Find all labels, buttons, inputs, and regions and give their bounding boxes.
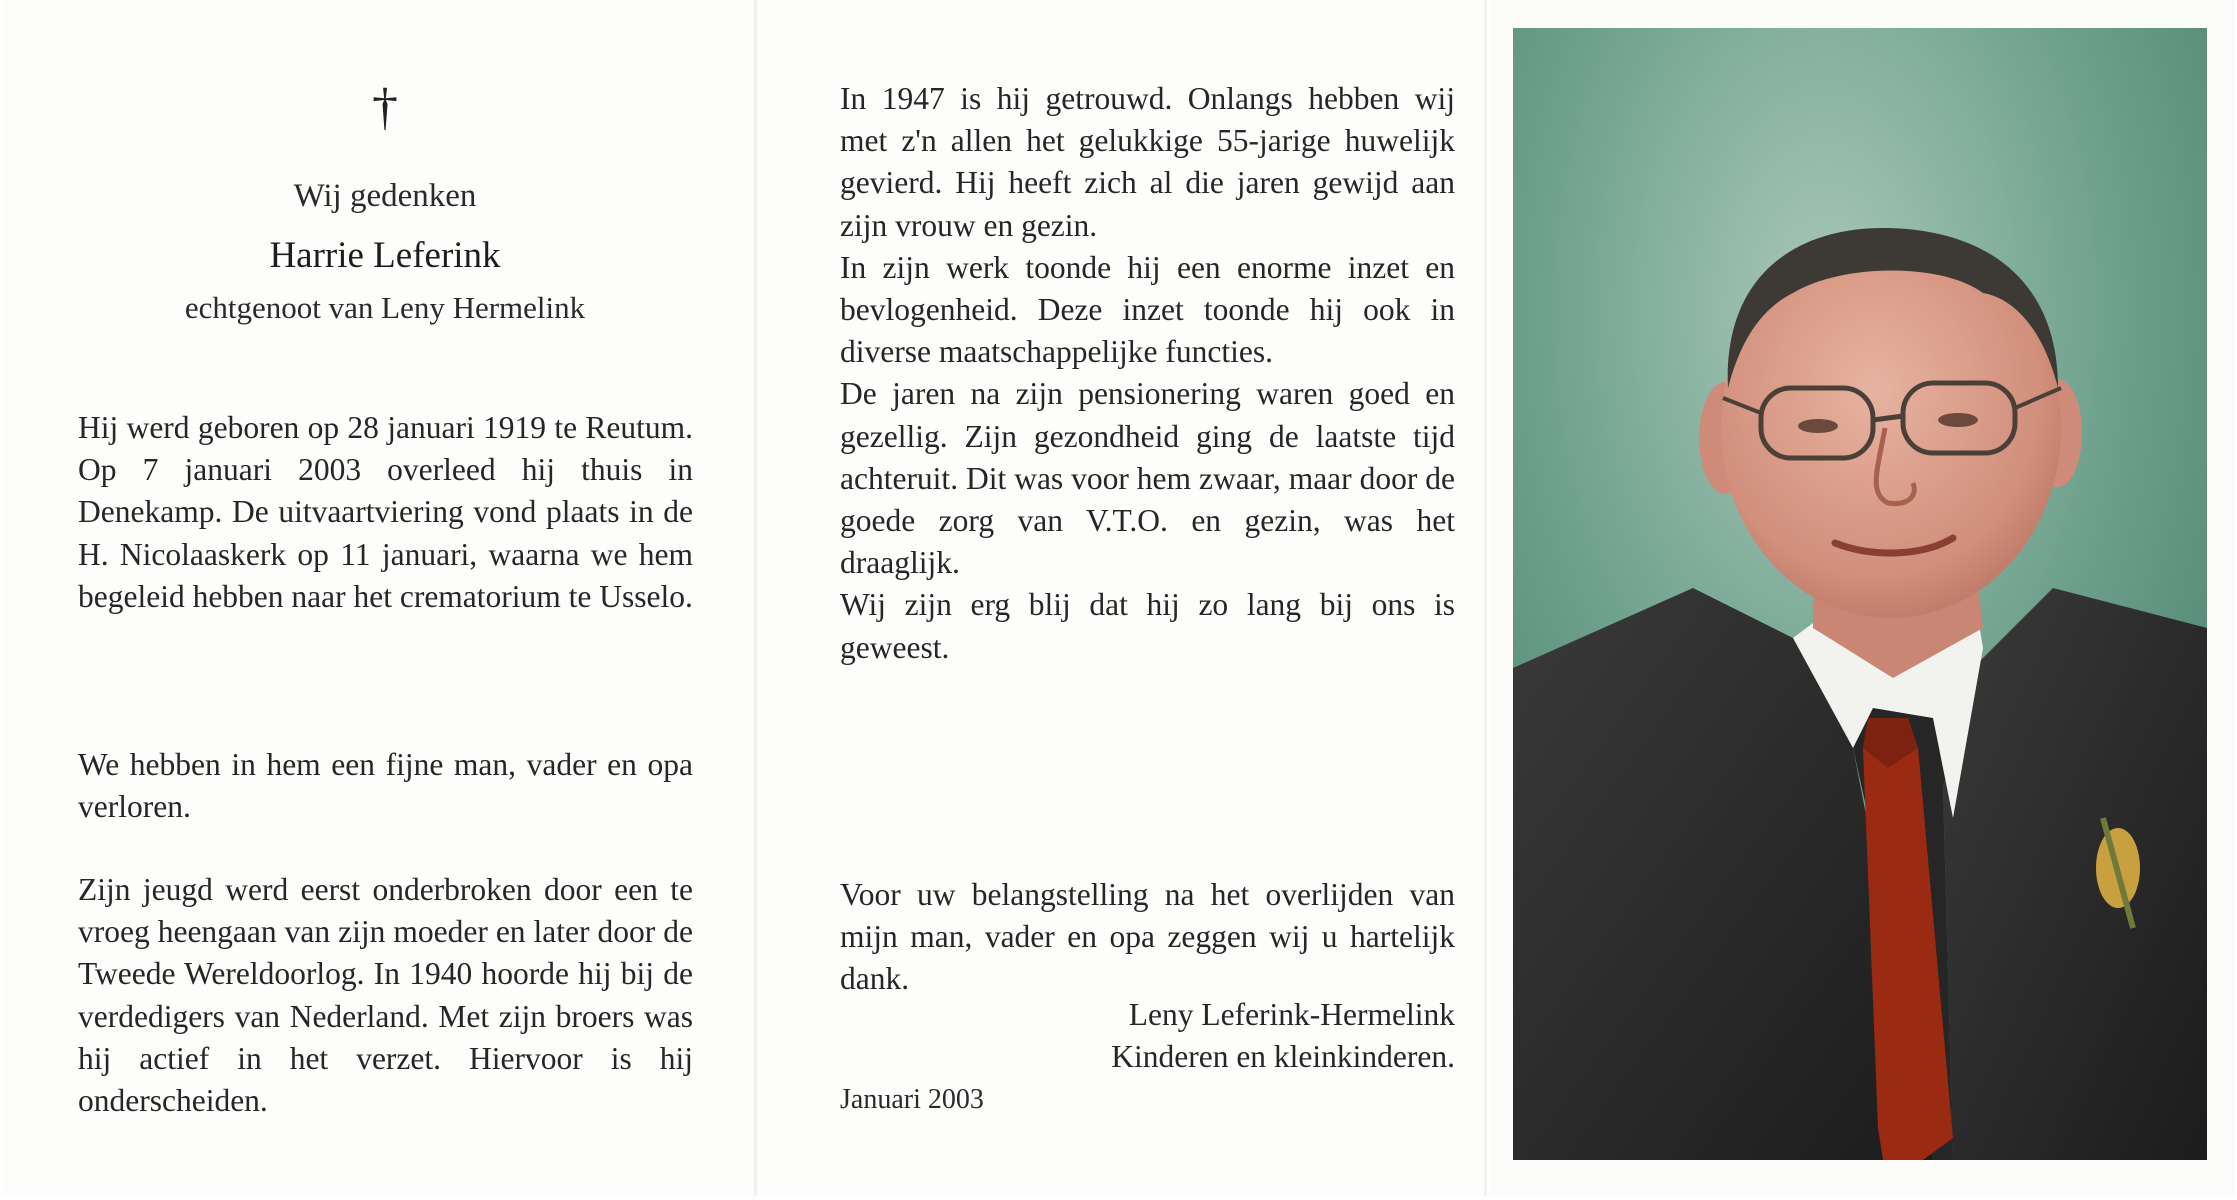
middle-text-block [840, 78, 1455, 669]
spouse-line: echtgenoot van Leny Hermelink [184, 290, 586, 325]
deceased-name: Harrie Leferink [269, 235, 501, 276]
paragraph-work: In zijn werk toonde hij een enorme inzet en bevlogenheid. Deze inzet toonde hij ook in diverse maatschappelijke functies. [840, 249, 1455, 370]
cross-icon: † [372, 79, 398, 136]
signature-family: Kinderen en kleinkinderen. [1111, 1039, 1455, 1074]
paragraph-married: In 1947 is hij getrouwd. Onlangs hebben wij met z'n allen het gelukkige 55-jarige huwelijk gevierd. Hij heeft zich al die jaren gewijd aan zijn vrouw en gezin. [840, 81, 1455, 243]
paragraph-thanks: Voor uw belangstelling na het overlijden van mijn man, vader en opa zeggen wij u hartelijk dank. [840, 877, 1455, 997]
card-date: Januari 2003 [840, 1084, 984, 1115]
paragraph-youth: Zijn jeugd werd eerst onderbroken door een te vroeg heengaan van zijn moeder en later door de Tweede Wereldoorlog. In 1940 hoorde hij bij de verdedigers van Nederland. Met zijn broers was hij actief in het verzet. Hiervoor is hij onderscheiden. [78, 872, 693, 1119]
portrait-photo [1513, 28, 2207, 1160]
paragraph-glad: Wij zijn erg blij dat hij zo lang bij ons is geweest. [840, 587, 1455, 665]
remember-heading: Wij gedenken [293, 178, 477, 214]
paragraph-lost: We hebben in hem een fijne man, vader en opa verloren. [78, 747, 693, 825]
signature-spouse: Leny Leferink-Hermelink [1128, 997, 1455, 1032]
paragraph-born: Hij werd geboren op 28 januari 1919 te Reutum. Op 7 januari 2003 overleed hij thuis in Denekamp. De uitvaartviering vond plaats in de H. Nicolaaskerk op 11 januari, waarna we hem begeleid hebben naar het crematorium te Usselo. [78, 410, 693, 614]
fold-line [1484, 0, 1487, 1196]
paragraph-retire: De jaren na zijn pensionering waren goed en gezellig. Zijn gezondheid ging de laatste tijd achteruit. Dit was voor hem zwaar, maar door de goede zorg van V.T.O. en gezin, was het draaglijk. [840, 376, 1455, 581]
